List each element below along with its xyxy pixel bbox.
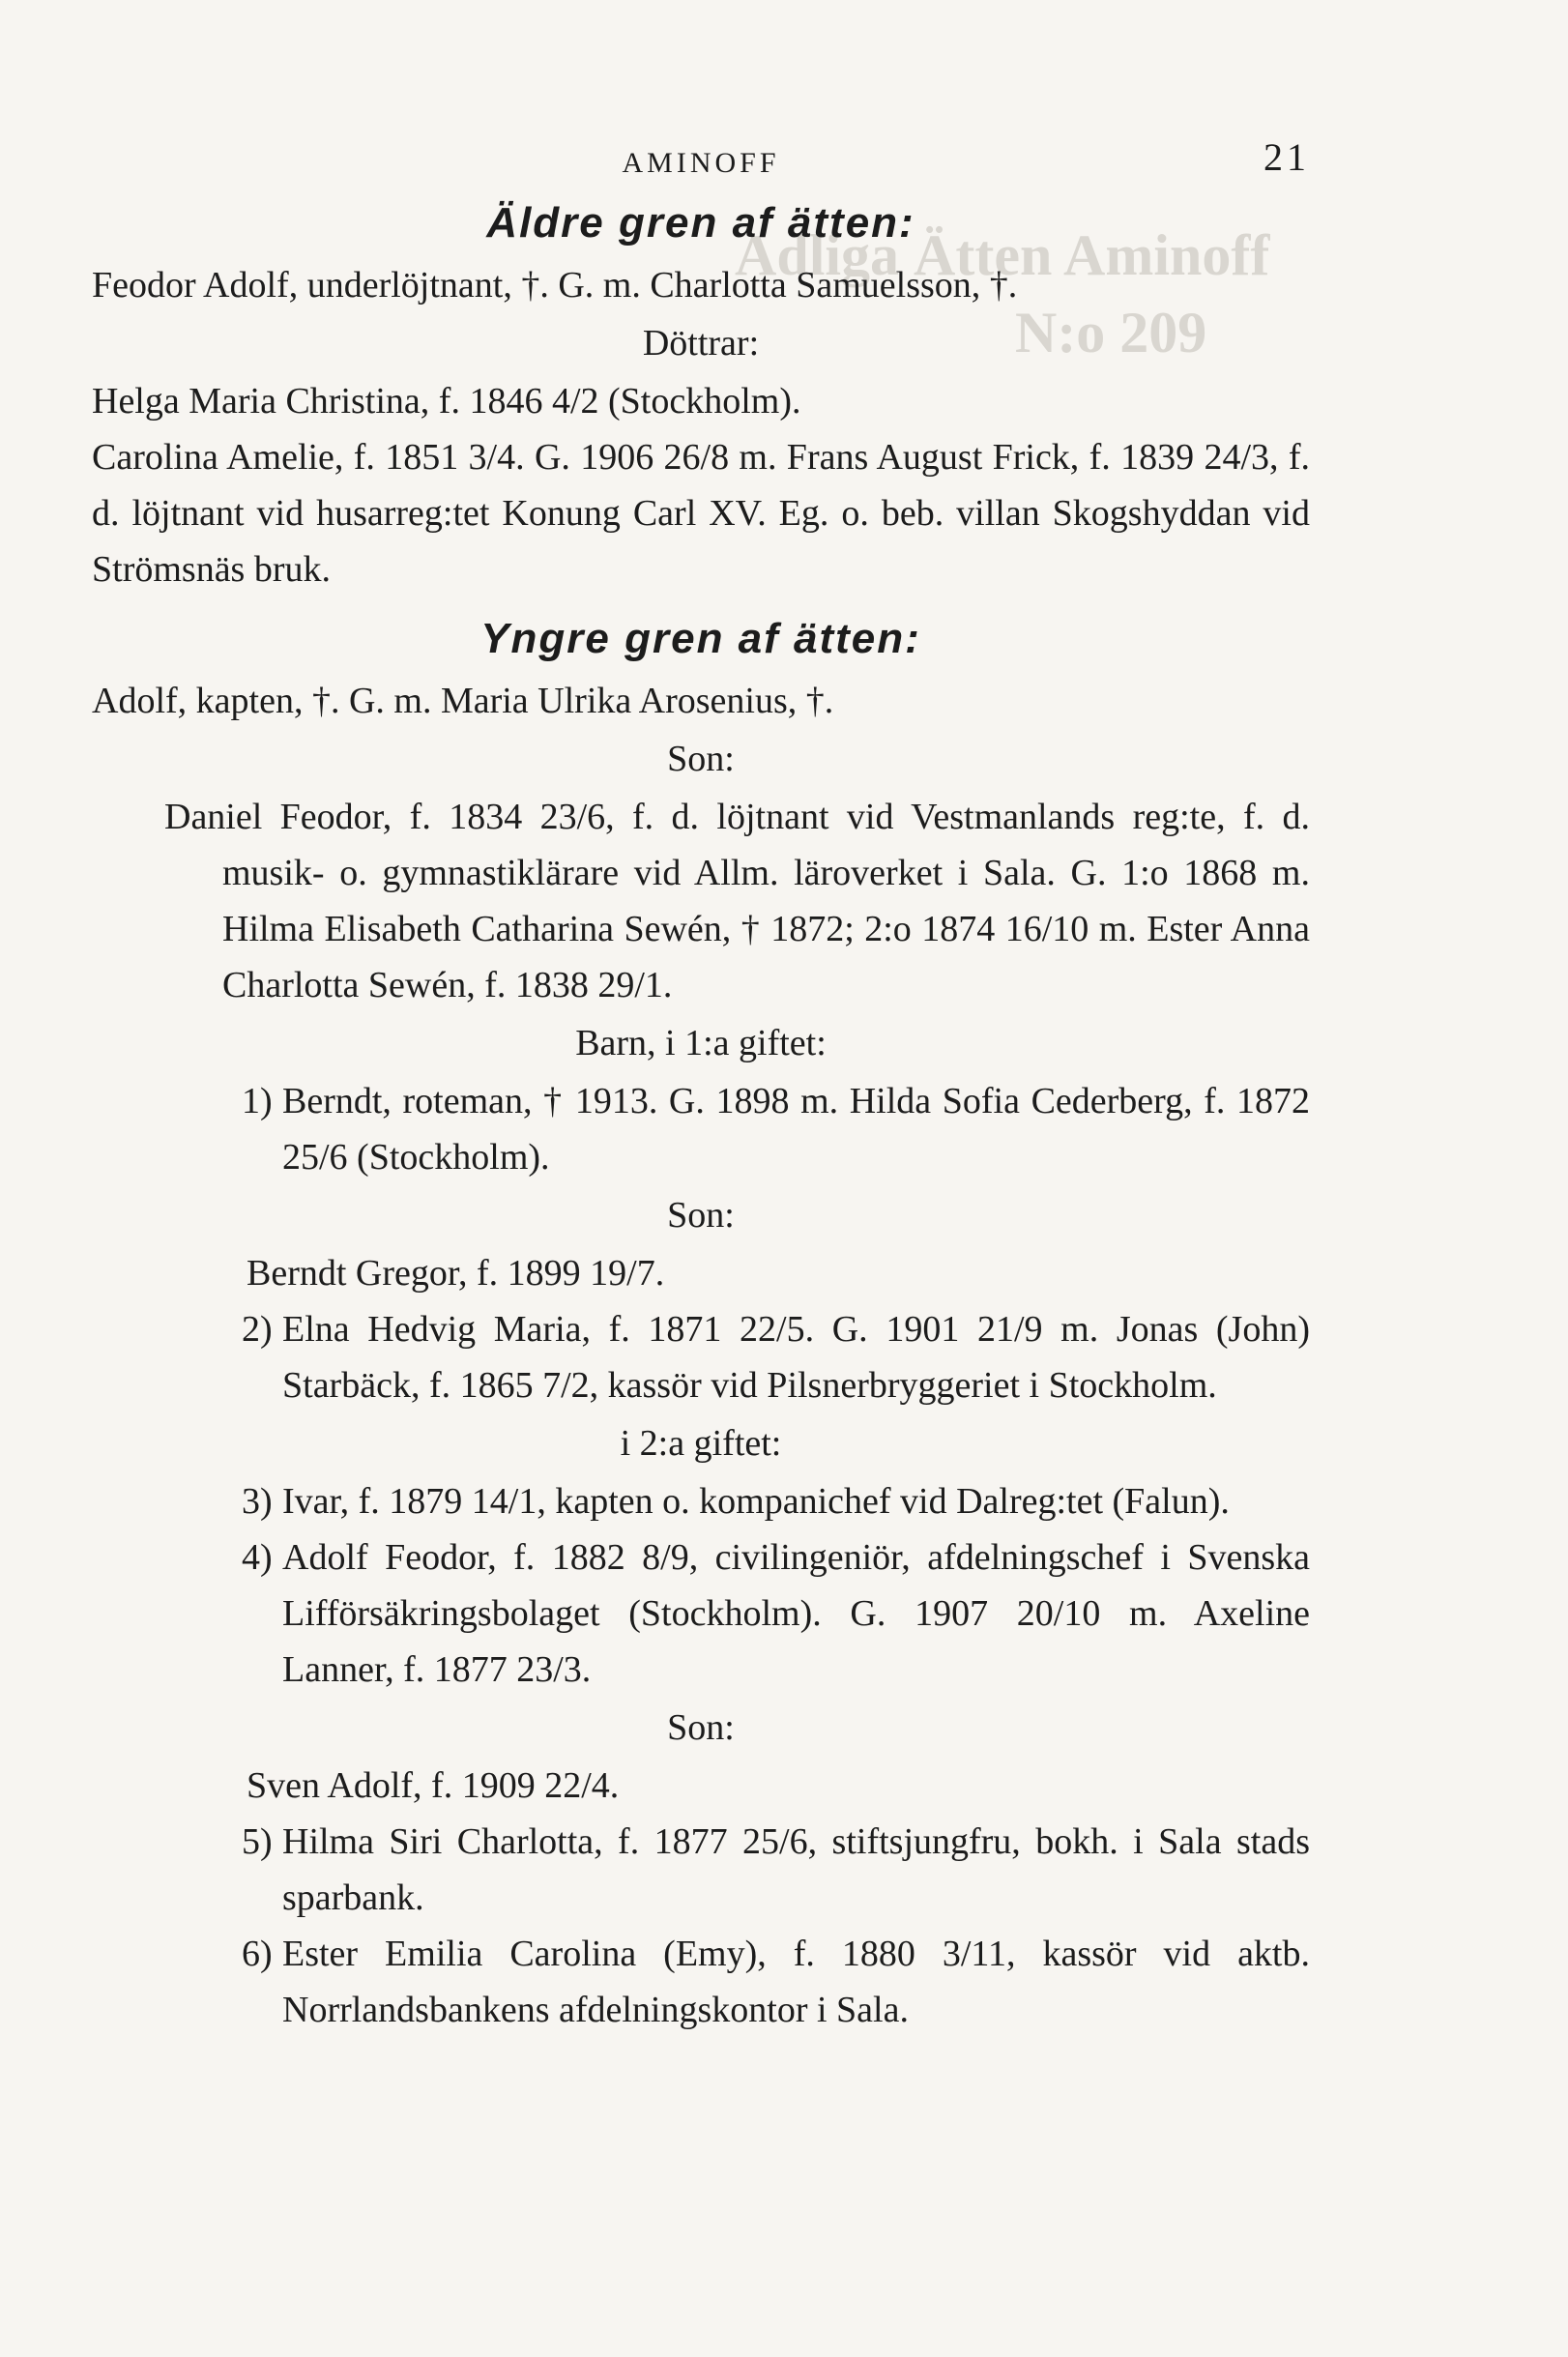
child-entry — [92, 1301, 1310, 1413]
child-number: 2) — [242, 1309, 273, 1350]
bleed-through-text: N:o 209 — [1015, 301, 1207, 364]
book-page — [92, 97, 1310, 2038]
child-text: Berndt, roteman, † 1913. G. 1898 m. Hilda Sofia Cederberg, f. 1872 25/6 (Stockholm). — [282, 1081, 1310, 1178]
older-branch-heading: Äldre gren af ätten: — [486, 199, 915, 247]
child-text: Ester Emilia Carolina (Emy), f. 1880 3/11, kassör vid aktb. Norrlandsbankens afdelningskontor i Sala. — [282, 1934, 1310, 2030]
grandson-label: Son: — [667, 1195, 735, 1236]
page-number: 21 — [1263, 135, 1310, 179]
child-entry — [92, 1926, 1310, 2038]
child-number: 3) — [242, 1481, 273, 1522]
child-text: Adolf Feodor, f. 1882 8/9, civilingeniör, afdelningschef i Svenska Lifförsäkringsbolaget (Stockholm). G. 1907 20/10 m. Axeline Lanner, f. 1877 23/3. — [282, 1537, 1310, 1690]
page-header — [92, 97, 1310, 184]
child-text: Elna Hedvig Maria, f. 1871 22/5. G. 1901 21/9 m. Jonas (John) Starbäck, f. 1865 7/2, kassör vid Pilsnerbryggeriet i Stockholm. — [282, 1309, 1310, 1406]
bleed-through-text: Adliga Ätten Aminoff — [735, 223, 1270, 287]
son-entry: Daniel Feodor, f. 1834 23/6, f. d. löjtnant vid Vestmanlands reg:te, f. d. musik- o. gymnastiklärare vid Allm. läroverket i Sala. G. 1:o 1868 m. Hilma Elisabeth Catharina Sewén, † 1872; 2:o 1874 16/10 m. Ester Anna Charlotta Sewén, f. 1838 29/1. — [164, 797, 1310, 1005]
grandson-entry: Berndt Gregor, f. 1899 19/7. — [247, 1253, 665, 1294]
children-first-marriage-label: Barn, i 1:a giftet: — [575, 1023, 827, 1063]
child-entry — [92, 1814, 1310, 1926]
child-entry — [92, 1473, 1310, 1529]
child-number: 4) — [242, 1537, 273, 1578]
grandson-label: Son: — [667, 1707, 735, 1748]
daughters-label: Döttrar: — [642, 323, 760, 364]
child-text: Ivar, f. 1879 14/1, kapten o. kompanichef vid Dalreg:tet (Falun). — [282, 1481, 1230, 1522]
son-label: Son: — [667, 739, 735, 779]
child-entry — [92, 1073, 1310, 1185]
younger-branch-heading: Yngre gren af ätten: — [480, 615, 921, 662]
child-number: 5) — [242, 1821, 273, 1862]
child-entry — [92, 1529, 1310, 1698]
daughter-entry: Helga Maria Christina, f. 1846 4/2 (Stockholm). — [92, 381, 801, 422]
daughter-entry: Carolina Amelie, f. 1851 3/4. G. 1906 26/8 m. Frans August Frick, f. 1839 24/3, f. d. löjtnant vid husarreg:tet Konung Carl XV. Eg. o. beb. villan Skogshyddan vid Strömsnäs bruk. — [92, 437, 1310, 590]
grandson-entry: Sven Adolf, f. 1909 22/4. — [247, 1765, 620, 1806]
child-number: 1) — [242, 1081, 273, 1121]
running-head: AMINOFF — [622, 147, 780, 179]
child-text: Hilma Siri Charlotta, f. 1877 25/6, stiftsjungfru, bokh. i Sala stads sparbank. — [282, 1821, 1310, 1918]
child-number: 6) — [242, 1934, 273, 1974]
children-second-marriage-label: i 2:a giftet: — [620, 1423, 782, 1464]
younger-branch-father: Adolf, kapten, †. G. m. Maria Ulrika Arosenius, †. — [92, 681, 834, 721]
older-branch-father: Feodor Adolf, underlöjtnant, †. G. m. Charlotta Samuelsson, †. — [92, 265, 1018, 306]
